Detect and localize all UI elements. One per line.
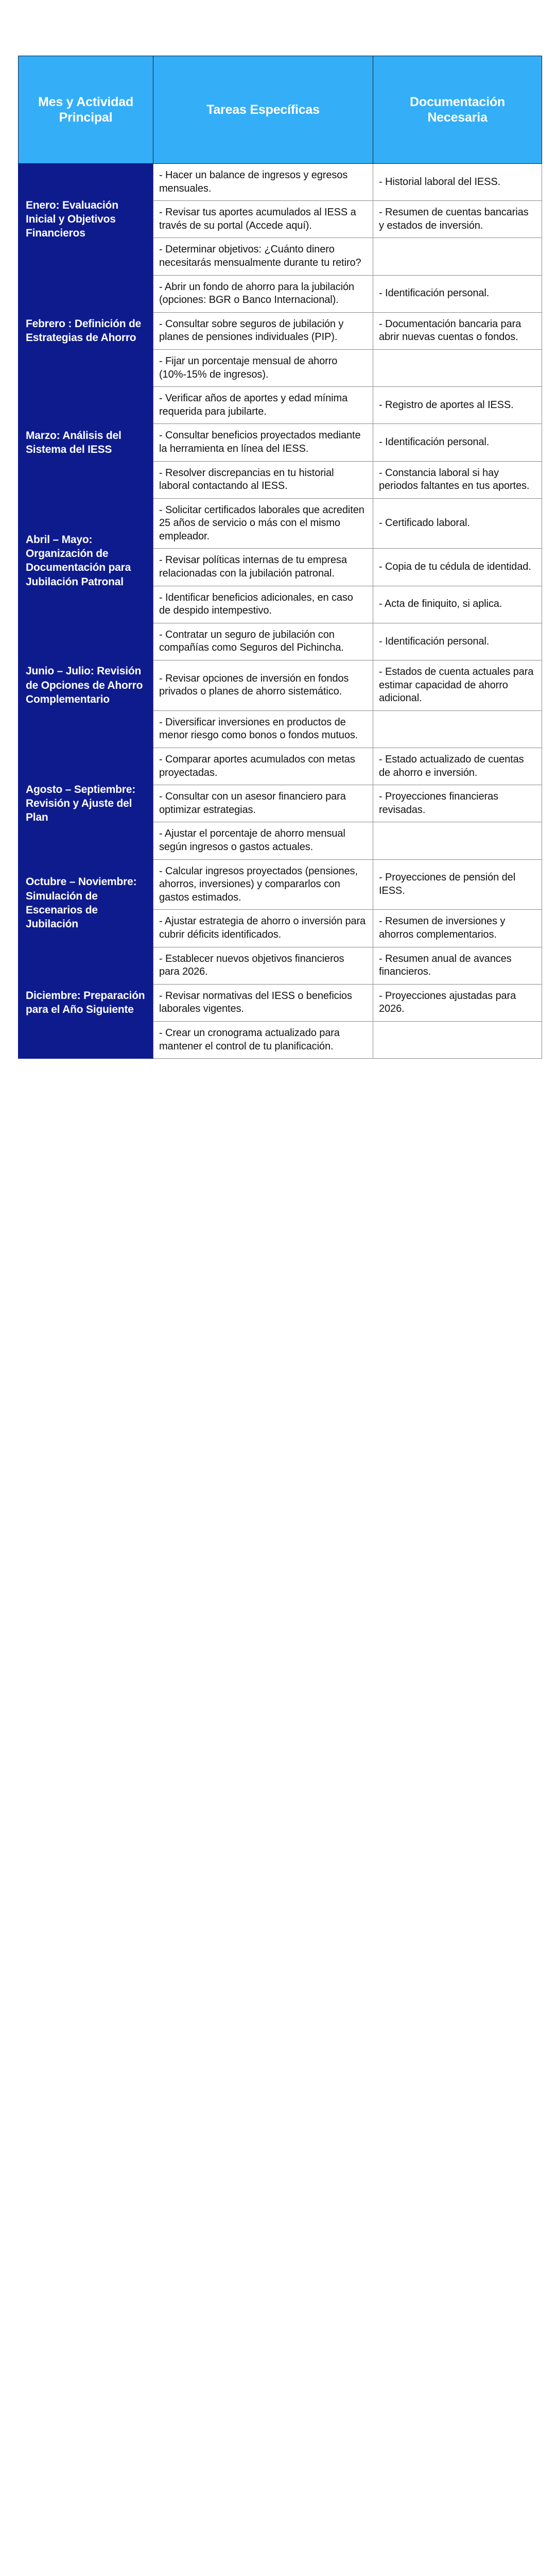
month-activity-cell: Abril – Mayo: Organización de Documentación para Jubilación Patronal (19, 498, 153, 623)
document-cell: - Proyecciones financieras revisadas. (373, 785, 542, 822)
document-cell (373, 710, 542, 748)
task-cell: - Revisar políticas internas de tu empresa relacionadas con la jubilación patronal. (153, 549, 373, 586)
task-cell: - Establecer nuevos objetivos financieros para 2026. (153, 947, 373, 984)
document-cell: - Resumen de inversiones y ahorros complementarios. (373, 910, 542, 947)
table-body (19, 164, 542, 1059)
task-cell: - Verificar años de aportes y edad mínima requerida para jubilarte. (153, 387, 373, 424)
document-cell: - Proyecciones de pensión del IESS. (373, 859, 542, 910)
document-cell: - Identificación personal. (373, 623, 542, 660)
task-cell: - Identificar beneficios adicionales, en caso de despido intempestivo. (153, 586, 373, 623)
document-cell: - Constancia laboral si hay periodos faltantes en tus aportes. (373, 461, 542, 498)
document-cell: - Documentación bancaria para abrir nuevas cuentas o fondos. (373, 312, 542, 349)
task-cell: - Comparar aportes acumulados con metas proyectadas. (153, 748, 373, 785)
task-cell: - Revisar tus aportes acumulados al IESS a través de su portal (Accede aquí). (153, 201, 373, 238)
table-row (19, 498, 542, 549)
month-activity-cell: Enero: Evaluación Inicial y Objetivos Financieros (19, 164, 153, 276)
document-cell: - Resumen de cuentas bancarias y estados de inversión. (373, 201, 542, 238)
table-row (19, 387, 542, 424)
task-cell: - Fijar un porcentaje mensual de ahorro (10%-15% de ingresos). (153, 349, 373, 386)
document-cell: - Identificación personal. (373, 275, 542, 312)
document-cell: - Acta de finiquito, si aplica. (373, 586, 542, 623)
table-row (19, 623, 542, 660)
column-header-month: Mes y Actividad Principal (19, 56, 153, 164)
month-activity-cell: Febrero : Definición de Estrategias de Ahorro (19, 275, 153, 387)
month-activity-cell: Junio – Julio: Revisión de Opciones de Ahorro Complementario (19, 623, 153, 748)
table-row (19, 947, 542, 984)
table-row (19, 164, 542, 201)
column-header-tasks: Tareas Específicas (153, 56, 373, 164)
task-cell: - Crear un cronograma actualizado para mantener el control de tu planificación. (153, 1021, 373, 1058)
task-cell: - Ajustar el porcentaje de ahorro mensual según ingresos o gastos actuales. (153, 822, 373, 859)
document-cell: - Certificado laboral. (373, 498, 542, 549)
task-cell: - Consultar con un asesor financiero para optimizar estrategias. (153, 785, 373, 822)
column-header-docs: Documentación Necesaria (373, 56, 542, 164)
task-cell: - Consultar sobre seguros de jubilación y planes de pensiones individuales (PIP). (153, 312, 373, 349)
document-cell (373, 822, 542, 859)
document-cell: - Historial laboral del IESS. (373, 164, 542, 201)
document-cell: - Resumen anual de avances financieros. (373, 947, 542, 984)
table-header (19, 56, 542, 164)
task-cell: - Revisar normativas del IESS o beneficios laborales vigentes. (153, 984, 373, 1021)
task-cell: - Determinar objetivos: ¿Cuánto dinero necesitarás mensualmente durante tu retiro? (153, 238, 373, 275)
task-cell: - Contratar un seguro de jubilación con compañías como Seguros del Pichincha. (153, 623, 373, 660)
document-cell (373, 349, 542, 386)
table-row (19, 859, 542, 910)
document-cell: - Identificación personal. (373, 424, 542, 461)
document-cell: - Estados de cuenta actuales para estimar capacidad de ahorro adicional. (373, 660, 542, 711)
task-cell: - Resolver discrepancias en tu historial laboral contactando al IESS. (153, 461, 373, 498)
document-cell: - Proyecciones ajustadas para 2026. (373, 984, 542, 1021)
month-activity-cell: Octubre – Noviembre: Simulación de Escenarios de Jubilación (19, 859, 153, 947)
task-cell: - Solicitar certificados laborales que acrediten 25 años de servicio o más con el mismo empleador. (153, 498, 373, 549)
document-cell (373, 238, 542, 275)
month-activity-cell: Agosto – Septiembre: Revisión y Ajuste del Plan (19, 748, 153, 860)
month-activity-cell: Diciembre: Preparación para el Año Siguiente (19, 947, 153, 1059)
table-row (19, 275, 542, 312)
table-header-row (19, 56, 542, 164)
task-cell: - Consultar beneficios proyectados mediante la herramienta en línea del IESS. (153, 424, 373, 461)
document-cell (373, 1021, 542, 1058)
task-cell: - Revisar opciones de inversión en fondos privados o planes de ahorro sistemático. (153, 660, 373, 711)
document-cell: - Copia de tu cédula de identidad. (373, 549, 542, 586)
table-row (19, 748, 542, 785)
task-cell: - Abrir un fondo de ahorro para la jubilación (opciones: BGR o Banco Internacional). (153, 275, 373, 312)
retirement-plan-table (18, 56, 542, 1059)
task-cell: - Diversificar inversiones en productos de menor riesgo como bonos o fondos mutuos. (153, 710, 373, 748)
retirement-plan-table-wrapper (18, 56, 542, 1059)
task-cell: - Hacer un balance de ingresos y egresos mensuales. (153, 164, 373, 201)
document-cell: - Estado actualizado de cuentas de ahorro e inversión. (373, 748, 542, 785)
document-cell: - Registro de aportes al IESS. (373, 387, 542, 424)
month-activity-cell: Marzo: Análisis del Sistema del IESS (19, 387, 153, 499)
task-cell: - Ajustar estrategia de ahorro o inversión para cubrir déficits identificados. (153, 910, 373, 947)
task-cell: - Calcular ingresos proyectados (pensiones, ahorros, inversiones) y compararlos con gastos estimados. (153, 859, 373, 910)
